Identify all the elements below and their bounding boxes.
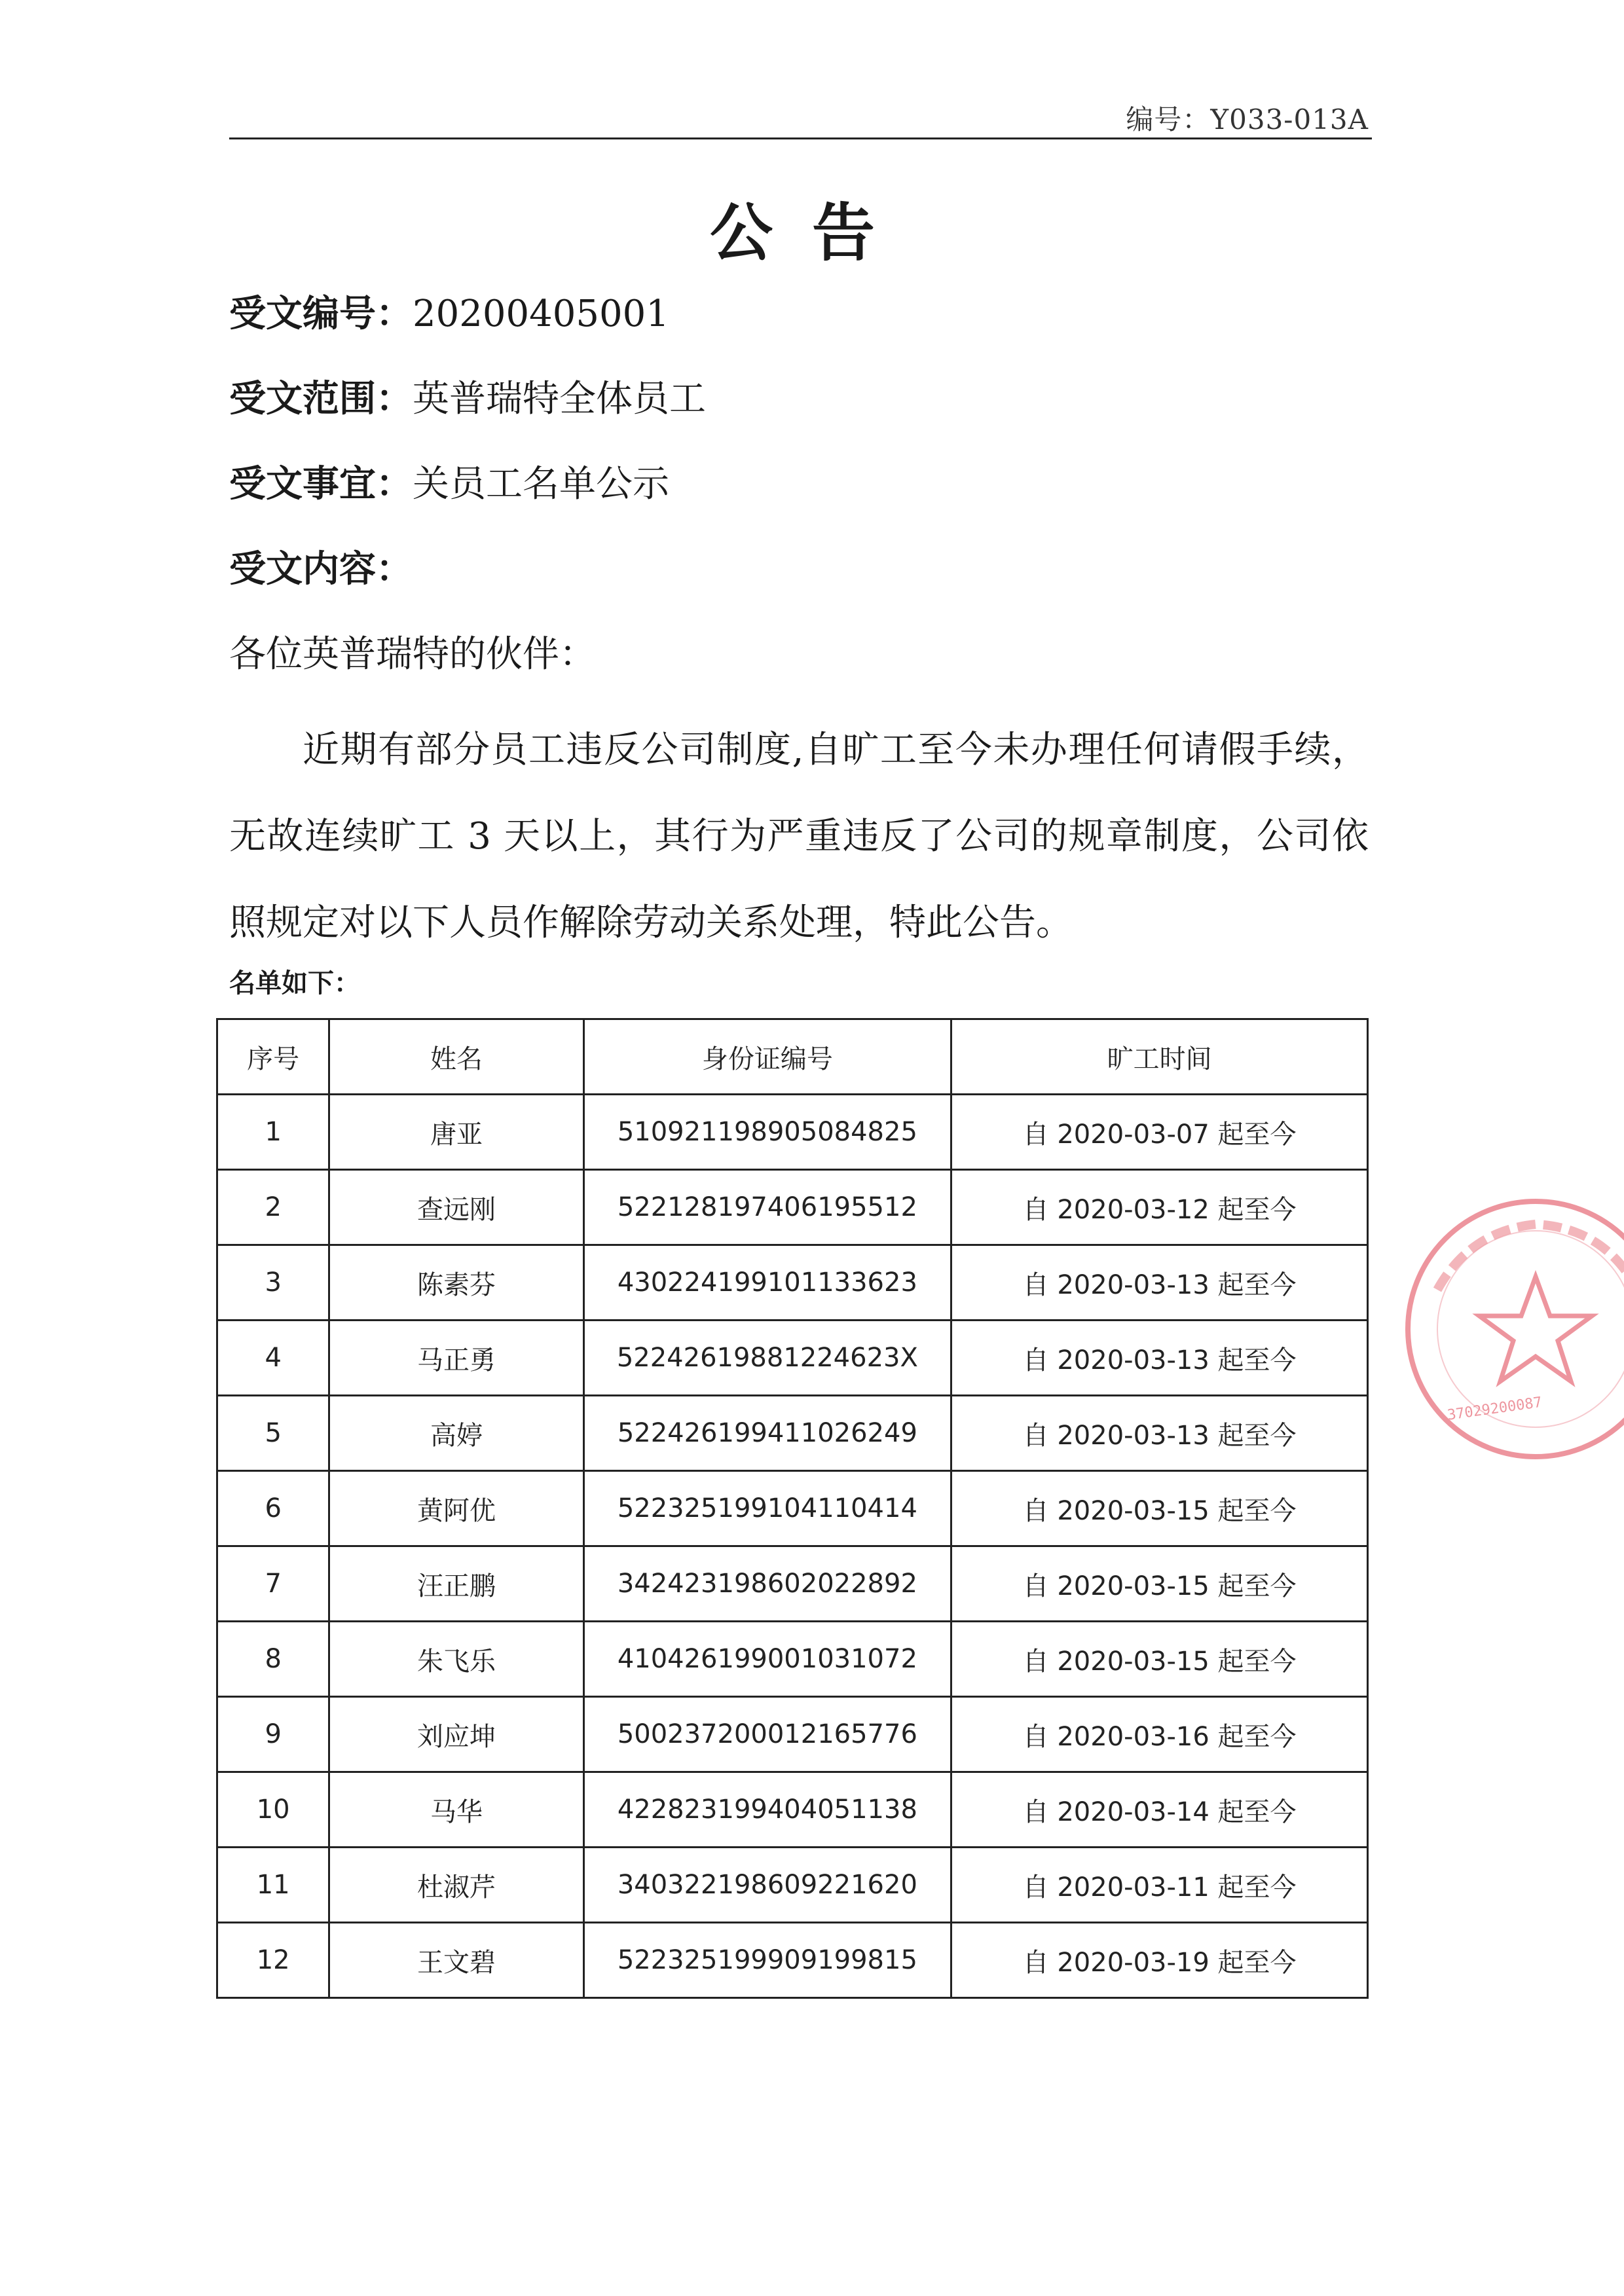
cell-seq: 9 (217, 1697, 329, 1772)
cell-absence-date: 自 2020-03-15 起至今 (951, 1546, 1368, 1622)
field-subject (229, 455, 669, 507)
cell-absence-date: 自 2020-03-11 起至今 (951, 1848, 1368, 1923)
notice-title: 公告 (710, 196, 914, 270)
cell-seq: 8 (217, 1622, 329, 1697)
cell-absence-date: 自 2020-03-13 起至今 (951, 1396, 1368, 1471)
document-number: 编号：Y033-013A (1126, 103, 1369, 136)
greeting: 各位英普瑞特的伙伴： (229, 633, 596, 676)
cell-name: 马正勇 (329, 1321, 583, 1396)
cell-name: 马华 (329, 1772, 583, 1848)
table-row (217, 1471, 1368, 1546)
list-label: 名单如下： (229, 968, 360, 998)
cell-id-number: 522128197406195512 (583, 1170, 951, 1245)
cell-id-number: 422823199404051138 (583, 1772, 951, 1848)
cell-id-number: 522325199909199815 (583, 1923, 951, 1998)
cell-id-number: 522325199104110414 (583, 1471, 951, 1546)
cell-id-number: 522426199411026249 (583, 1396, 951, 1471)
field-label: 受文编号： (229, 293, 413, 335)
cell-seq: 6 (217, 1471, 329, 1546)
table-row (217, 1396, 1368, 1471)
cell-id-number: 52242619881224623X (583, 1321, 951, 1396)
table-header-row (217, 1019, 1368, 1095)
table-row (217, 1622, 1368, 1697)
cell-absence-date: 自 2020-03-07 起至今 (951, 1095, 1368, 1170)
field-label: 受文范围： (229, 378, 413, 420)
field-content (229, 540, 413, 592)
cell-name: 高婷 (329, 1396, 583, 1471)
cell-id-number: 340322198609221620 (583, 1848, 951, 1923)
cell-absence-date: 自 2020-03-15 起至今 (951, 1622, 1368, 1697)
table-body (217, 1095, 1368, 1998)
cell-name: 唐亚 (329, 1095, 583, 1170)
table-row (217, 1095, 1368, 1170)
table-row (217, 1697, 1368, 1772)
cell-name: 查远刚 (329, 1170, 583, 1245)
cell-name: 刘应坤 (329, 1697, 583, 1772)
field-value: 英普瑞特全体员工 (413, 378, 706, 420)
cell-seq: 12 (217, 1923, 329, 1998)
cell-absence-date: 自 2020-03-19 起至今 (951, 1923, 1368, 1998)
header-name: 姓名 (329, 1019, 583, 1095)
cell-name: 杜淑芹 (329, 1848, 583, 1923)
cell-name: 陈素芬 (329, 1245, 583, 1321)
cell-name: 汪正鹏 (329, 1546, 583, 1622)
cell-name: 王文碧 (329, 1923, 583, 1998)
cell-absence-date: 自 2020-03-15 起至今 (951, 1471, 1368, 1546)
cell-absence-date: 自 2020-03-13 起至今 (951, 1245, 1368, 1321)
cell-seq: 4 (217, 1321, 329, 1396)
cell-seq: 7 (217, 1546, 329, 1622)
table-row (217, 1546, 1368, 1622)
cell-id-number: 500237200012165776 (583, 1697, 951, 1772)
table-row (217, 1848, 1368, 1923)
body-paragraph: 近期有部分员工违反公司制度,自旷工至今未办理任何请假手续，无故连续旷工 3 天以上，其行为严重违反了公司的规章制度，公司依照规定对以下人员作解除劳动关系处理，特此公告。 (229, 729, 1369, 944)
cell-absence-date: 自 2020-03-14 起至今 (951, 1772, 1368, 1848)
table-row (217, 1923, 1368, 1998)
cell-id-number: 342423198602022892 (583, 1546, 951, 1622)
field-value: 关员工名单公示 (413, 463, 669, 505)
field-label: 受文内容： (229, 548, 413, 591)
cell-name: 朱飞乐 (329, 1622, 583, 1697)
cell-id-number: 510921198905084825 (583, 1095, 951, 1170)
cell-absence-date: 自 2020-03-16 起至今 (951, 1697, 1368, 1772)
cell-seq: 11 (217, 1848, 329, 1923)
cell-seq: 10 (217, 1772, 329, 1848)
header-absence: 旷工时间 (951, 1019, 1368, 1095)
header-seq: 序号 (217, 1019, 329, 1095)
field-label: 受文事宜： (229, 463, 413, 505)
header-rule (229, 137, 1372, 139)
cell-seq: 2 (217, 1170, 329, 1245)
company-seal (1398, 1192, 1624, 1467)
cell-seq: 5 (217, 1396, 329, 1471)
table-row (217, 1321, 1368, 1396)
cell-seq: 3 (217, 1245, 329, 1321)
cell-seq: 1 (217, 1095, 329, 1170)
cell-absence-date: 自 2020-03-12 起至今 (951, 1170, 1368, 1245)
star-icon (1479, 1277, 1592, 1381)
stamp-code: 37029200087 (1446, 1394, 1543, 1424)
table-row (217, 1772, 1368, 1848)
field-scope (229, 370, 706, 422)
cell-id-number: 430224199101133623 (583, 1245, 951, 1321)
table-row (217, 1170, 1368, 1245)
field-doc-no (229, 285, 669, 337)
field-value: 20200405001 (413, 293, 669, 335)
cell-absence-date: 自 2020-03-13 起至今 (951, 1321, 1368, 1396)
cell-id-number: 410426199001031072 (583, 1622, 951, 1697)
cell-name: 黄阿优 (329, 1471, 583, 1546)
employee-table (216, 1018, 1369, 1999)
table-row (217, 1245, 1368, 1321)
header-id: 身份证编号 (583, 1019, 951, 1095)
